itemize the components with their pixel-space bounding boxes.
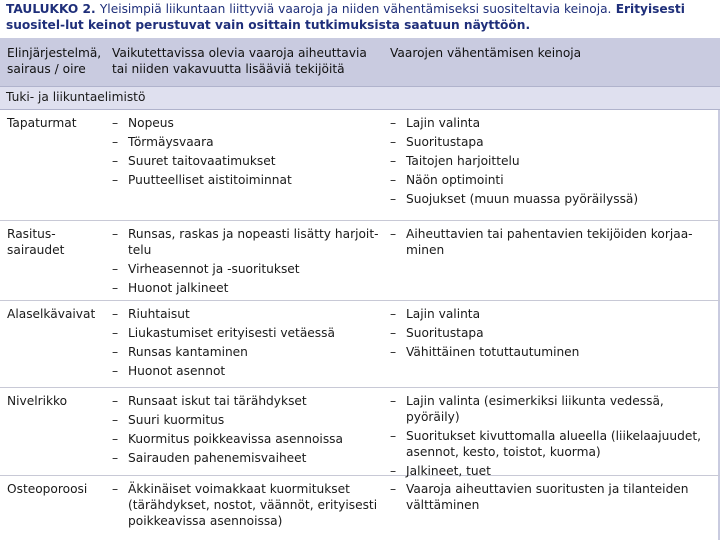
factors-list bbox=[112, 306, 382, 382]
row-category: Tapaturmat bbox=[7, 116, 77, 130]
list-item: – Puutteelliset aistitoiminnat bbox=[112, 172, 382, 188]
row-category: Rasitus-sairaudet bbox=[7, 227, 65, 257]
hazard-table bbox=[0, 38, 720, 540]
table-header bbox=[0, 38, 720, 86]
list-item: – Liukastumiset erityisesti vetäessä bbox=[112, 325, 382, 341]
list-item: – Jalkineet, tuet bbox=[390, 463, 716, 479]
list-item: – Huonot asennot bbox=[112, 363, 382, 379]
list-item: – Suuret taitovaatimukset bbox=[112, 153, 382, 169]
table-row bbox=[0, 475, 720, 540]
table-caption bbox=[6, 1, 716, 33]
factors-list bbox=[112, 481, 382, 532]
section-row bbox=[0, 86, 720, 110]
table-row bbox=[0, 387, 720, 476]
means-list bbox=[390, 393, 716, 482]
row-category: Osteoporoosi bbox=[7, 482, 88, 496]
list-item: – Suojukset (muun muassa pyöräilyssä) bbox=[390, 191, 716, 207]
list-item: – Lajin valinta bbox=[390, 115, 716, 131]
header-col-means: Vaarojen vähentämisen keinoja bbox=[390, 46, 582, 60]
list-item: – Aiheuttavien tai pahentavien tekijöiden korjaa-minen bbox=[390, 226, 716, 258]
list-item: – Nopeus bbox=[112, 115, 382, 131]
list-item: – Törmäysvaara bbox=[112, 134, 382, 150]
list-item: – Runsas kantaminen bbox=[112, 344, 382, 360]
section-title: Tuki- ja liikuntaelimistö bbox=[6, 90, 146, 104]
factors-list bbox=[112, 393, 382, 469]
list-item: – Lajin valinta bbox=[390, 306, 716, 322]
header-col-system: Elinjärjestelmä, sairaus / oire bbox=[7, 46, 102, 76]
caption-note: Erityisesti suositel-lut keinot perustuvat vain osittain tutkimuksista saatuun näyttöön. bbox=[6, 2, 685, 32]
row-category: Nivelrikko bbox=[7, 394, 68, 408]
means-list bbox=[390, 226, 716, 261]
table-row bbox=[0, 300, 720, 388]
caption-text: Yleisimpiä liikuntaan liittyviä vaaroja ja niiden vähentämiseksi suositeltavia keinoja. bbox=[99, 2, 612, 16]
means-list bbox=[390, 306, 716, 363]
list-item: – Taitojen harjoittelu bbox=[390, 153, 716, 169]
list-item: – Äkkinäiset voimakkaat kuormitukset (tärähdykset, nostot, väännöt, erityisesti poikkeavissa asennoissa) bbox=[112, 481, 382, 529]
list-item: – Vähittäinen totuttautuminen bbox=[390, 344, 716, 360]
table-row bbox=[0, 109, 720, 221]
means-list bbox=[390, 115, 716, 210]
list-item: – Lajin valinta (esimerkiksi liikunta vedessä, pyöräily) bbox=[390, 393, 716, 425]
list-item: – Runsas, raskas ja nopeasti lisätty harjoit-telu bbox=[112, 226, 382, 258]
list-item: – Suoritukset kivuttomalla alueella (liikelaajuudet, asennot, kesto, toistot, kuorma) bbox=[390, 428, 716, 460]
list-item: – Suuri kuormitus bbox=[112, 412, 382, 428]
list-item: – Suoritustapa bbox=[390, 134, 716, 150]
list-item: – Virheasennot ja -suoritukset bbox=[112, 261, 382, 277]
list-item: – Runsaat iskut tai tärähdykset bbox=[112, 393, 382, 409]
factors-list bbox=[112, 226, 382, 299]
list-item: – Näön optimointi bbox=[390, 172, 716, 188]
factors-list bbox=[112, 115, 382, 191]
means-list bbox=[390, 481, 716, 516]
list-item: – Suoritustapa bbox=[390, 325, 716, 341]
caption-label: TAULUKKO 2. bbox=[6, 2, 96, 16]
table-row bbox=[0, 220, 720, 301]
list-item: – Sairauden pahenemisvaiheet bbox=[112, 450, 382, 466]
header-col-factors: Vaikutettavissa olevia vaaroja aiheuttavia tai niiden vakavuutta lisääviä tekijöitä bbox=[112, 46, 367, 76]
list-item: – Riuhtaisut bbox=[112, 306, 382, 322]
row-category: Alaselkävaivat bbox=[7, 307, 96, 321]
list-item: – Kuormitus poikkeavissa asennoissa bbox=[112, 431, 382, 447]
list-item: – Vaaroja aiheuttavien suoritusten ja tilanteiden välttäminen bbox=[390, 481, 716, 513]
list-item: – Huonot jalkineet bbox=[112, 280, 382, 296]
